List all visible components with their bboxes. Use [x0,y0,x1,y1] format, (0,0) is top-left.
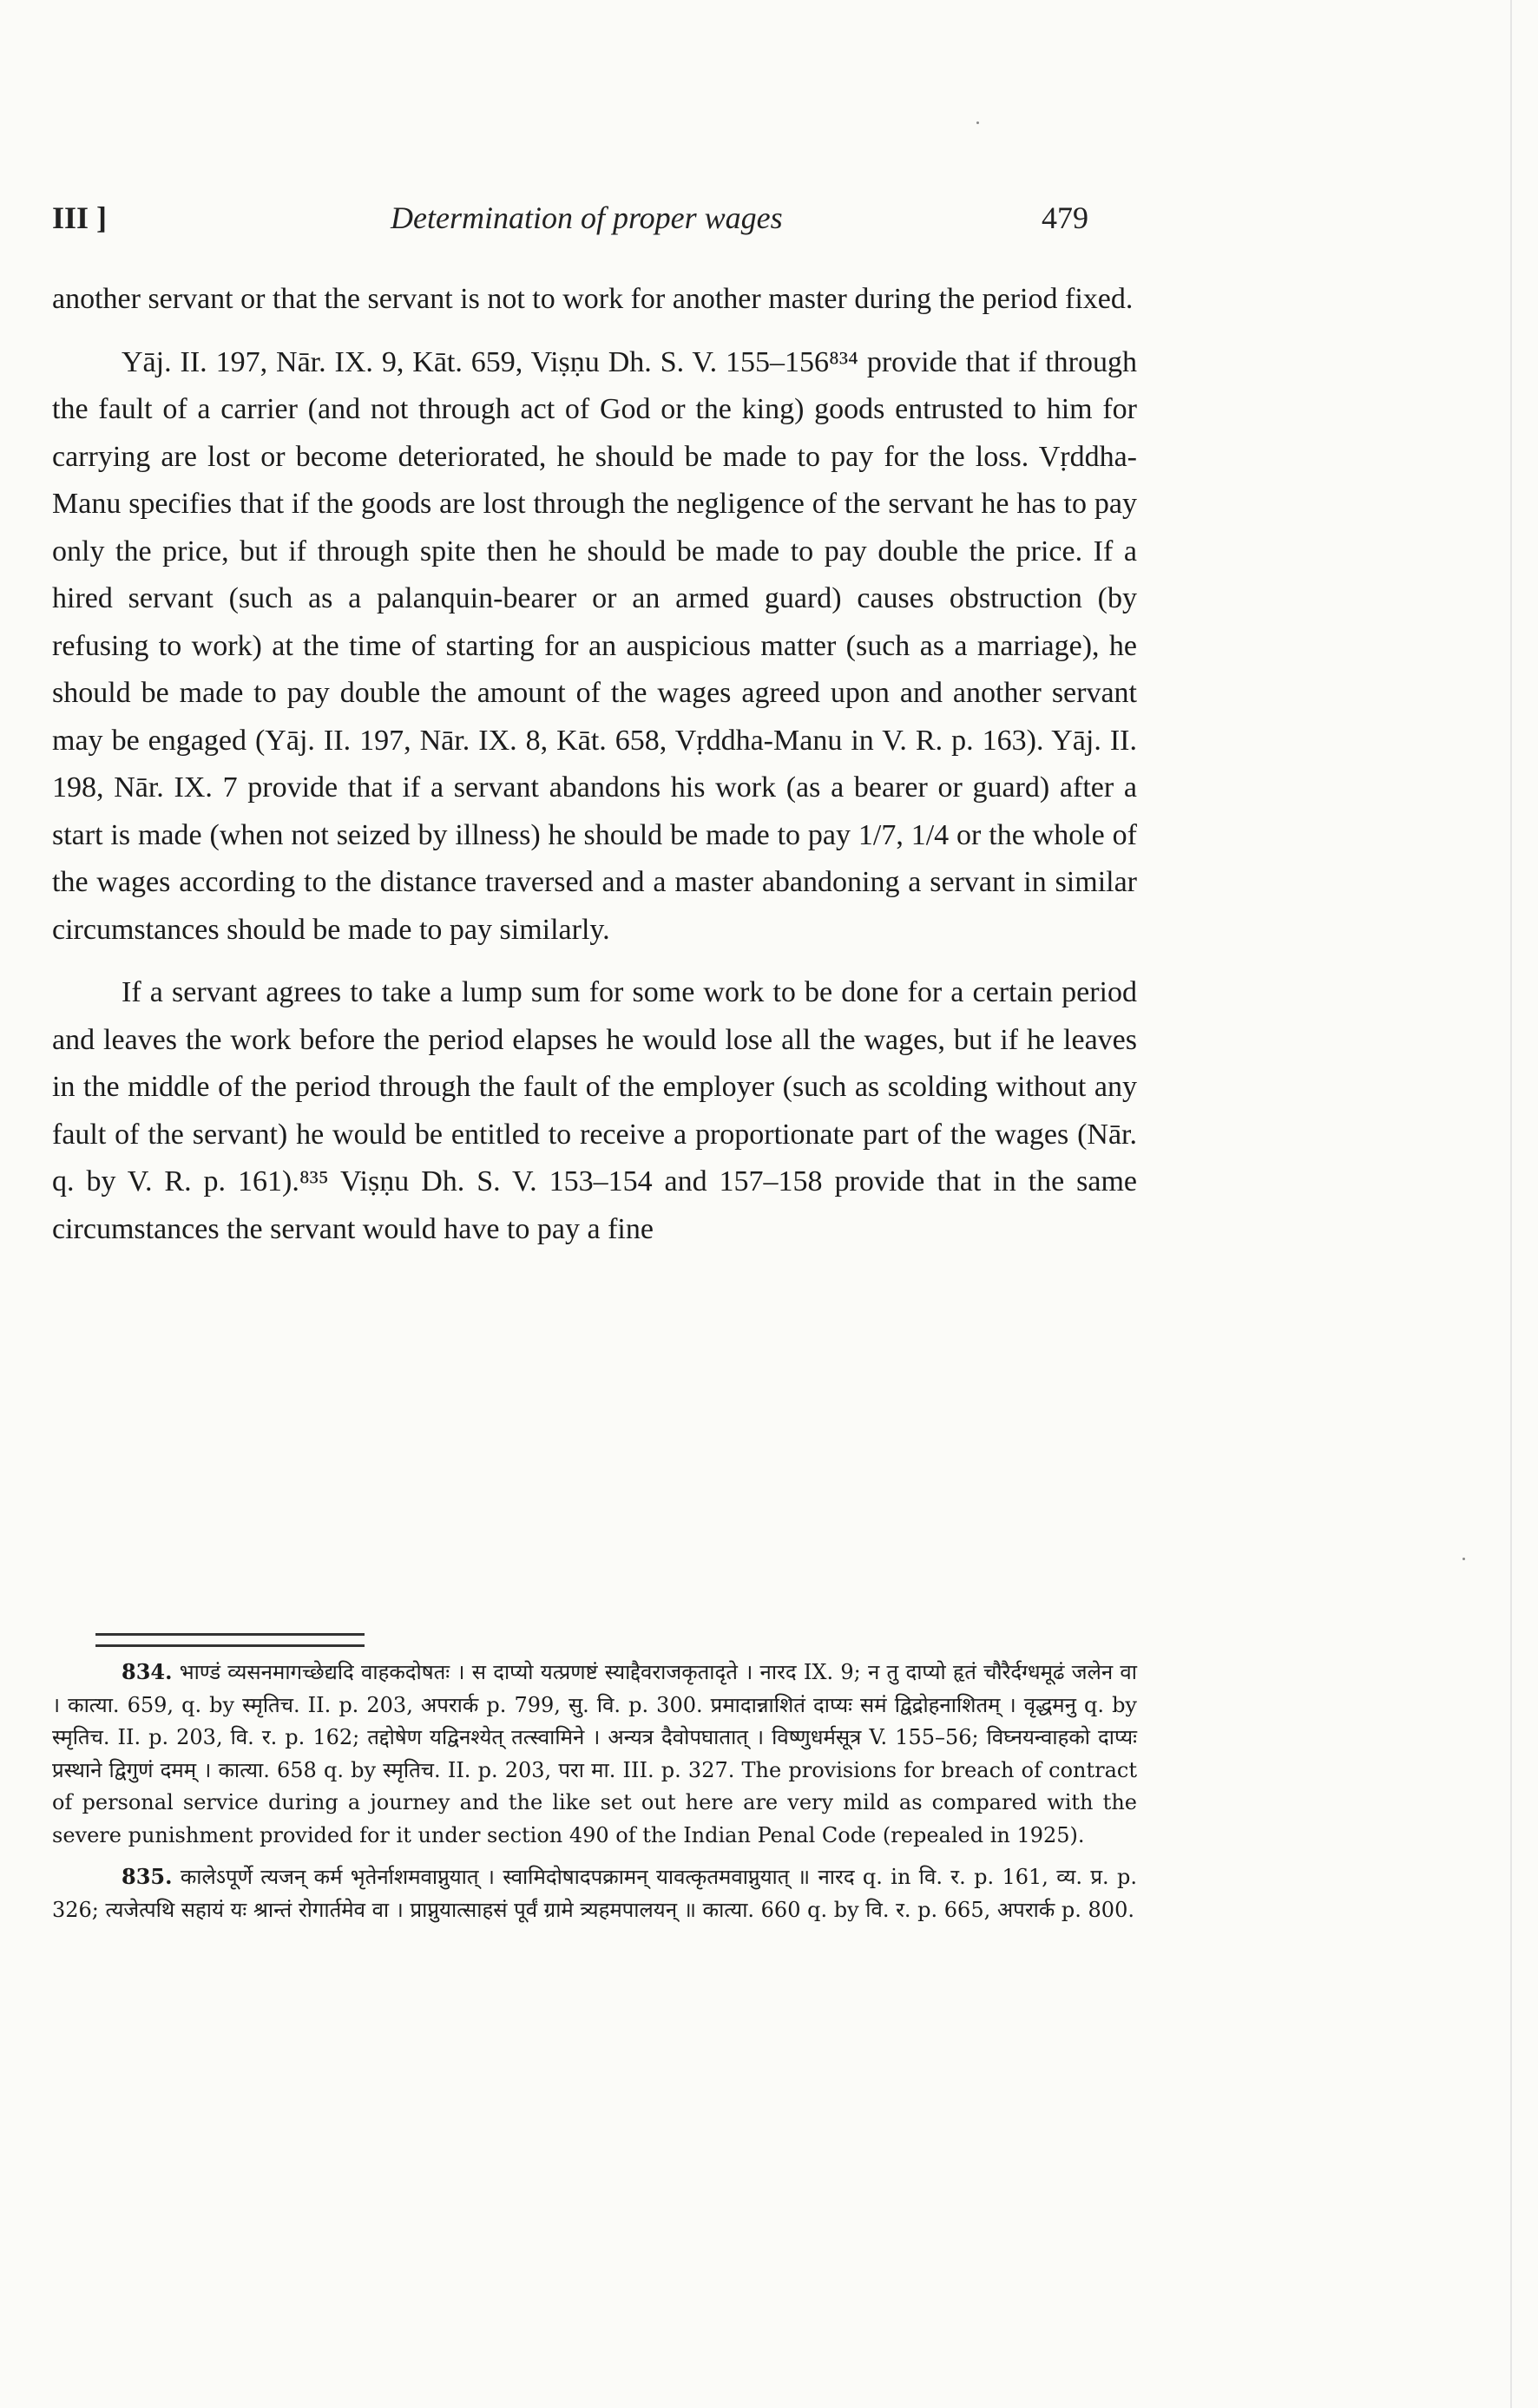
footnote-number: 834. [122,1659,173,1684]
scan-margin-line [1510,0,1512,2408]
main-text [52,276,1137,1269]
running-header [52,189,1137,250]
footnote-number: 835. [122,1864,173,1889]
footnote-text: भाण्डं व्यसनमागच्छेद्यदि वाहकदोषतः । स दाप्यो यत्प्रणष्टं स्याद्दैवराजकृतादृते । नारद IX. 9; न तु दाप्यो हृतं चौरैर्दग्धमूढं जलेन वा । कात्या. 659, q. by स्मृतिच. II. p. 203, अपरार्क p. 799, सु. वि. p. 300. प्रमादान्नाशितं दाप्यः समं द्विद्रोहनाशितम् । वृद्धमनु q. by स्मृतिच. II. p. 203, वि. र. p. 162; तद्दोषेण यद्विनश्येत् तत्स्वामिने । अन्यत्र दैवोपघातात् । विष्णुधर्मसूत्र V. 155–56; विघ्नयन्वाहको दाप्यः प्रस्थाने द्विगुणं दमम् । कात्या. 658 q. by स्मृतिच. II. p. 203, परा मा. III. p. 327. The provisions for breach of contract of personal service during a journey and the like set out here are very mild as compared with the severe punishment provided for it under section 490 of the Indian Penal Code (repealed in 1925). [52,1660,1137,1847]
section-marker: III ] [52,200,108,235]
scan-speck [976,121,979,124]
paragraph-carrier-liability: Yāj. II. 197, Nār. IX. 9, Kāt. 659, Viṣṇu Dh. S. V. 155–156⁸³⁴ provide that if through the fault of a carrier (and not through act of God or the king) goods entrusted to him for carrying are lost or become deteriorated, he should be made to pay for the loss. Vṛddha-Manu specifies that if the goods are lost through the negligence of the servant he has to pay only the price, but if through spite then he should be made to pay double the price. If a hired servant (such as a palanquin-bearer or an armed guard) causes obstruction (by refusing to work) at the time of starting for an auspicious matter (such as a marriage), he should be made to pay double the amount of the wages agreed upon and another servant may be engaged (Yāj. II. 197, Nār. IX. 8, Kāt. 658, Vṛddha-Manu in V. R. p. 163). Yāj. II. 198, Nār. IX. 7 provide that if a servant abandons his work (as a bearer or guard) after a start is made (when not seized by illness) he should be made to pay 1/7, 1/4 or the whole of the wages according to the distance traversed and a master abandoning a servant in similar circumstances should be made to pay similarly. [52,345,1137,946]
footnote-834 [52,1656,1137,1852]
chapter-title: Determination of proper wages [391,200,783,235]
paragraph-lump-sum: If a servant agrees to take a lump sum for some work to be done for a certain period and leaves the work before the period elapses he would lose all the wages, but if he leaves in the middle of the period through the fault of the employer (such as scolding without any fault of the servant) he would be entitled to receive a proportionate part of the wages (Nār. q. by V. R. p. 161).⁸³⁵ Viṣṇu Dh. S. V. 153–154 and 157–158 provide that in the same circumstances the servant would have to pay a fine [52,976,1137,1245]
footnote-835 [52,1860,1137,1926]
page-number: 479 [1042,200,1088,235]
footnote-text: कालेऽपूर्णे त्यजन् कर्म भृतेर्नाशमवाप्नुयात् । स्वामिदोषादपक्रामन् यावत्कृतमवाप्नुयात् ॥ नारद q. in वि. र. p. 161, व्य. प्र. p. 326; त्यजेत्पथि सहायं यः श्रान्तं रोगार्तमेव वा । प्राप्नुयात्साहसं पूर्वं ग्रामे त्र्यहमपालयन् ॥ कात्या. 660 q. by वि. र. p. 665, अपरार्क p. 800. [52,1865,1137,1922]
scan-speck [1462,1558,1465,1560]
footnote-separator [95,1633,365,1647]
paragraph-continuation: another servant or that the servant is not to work for another master during the period fixed. [52,283,1134,315]
footnotes [52,1656,1137,1935]
